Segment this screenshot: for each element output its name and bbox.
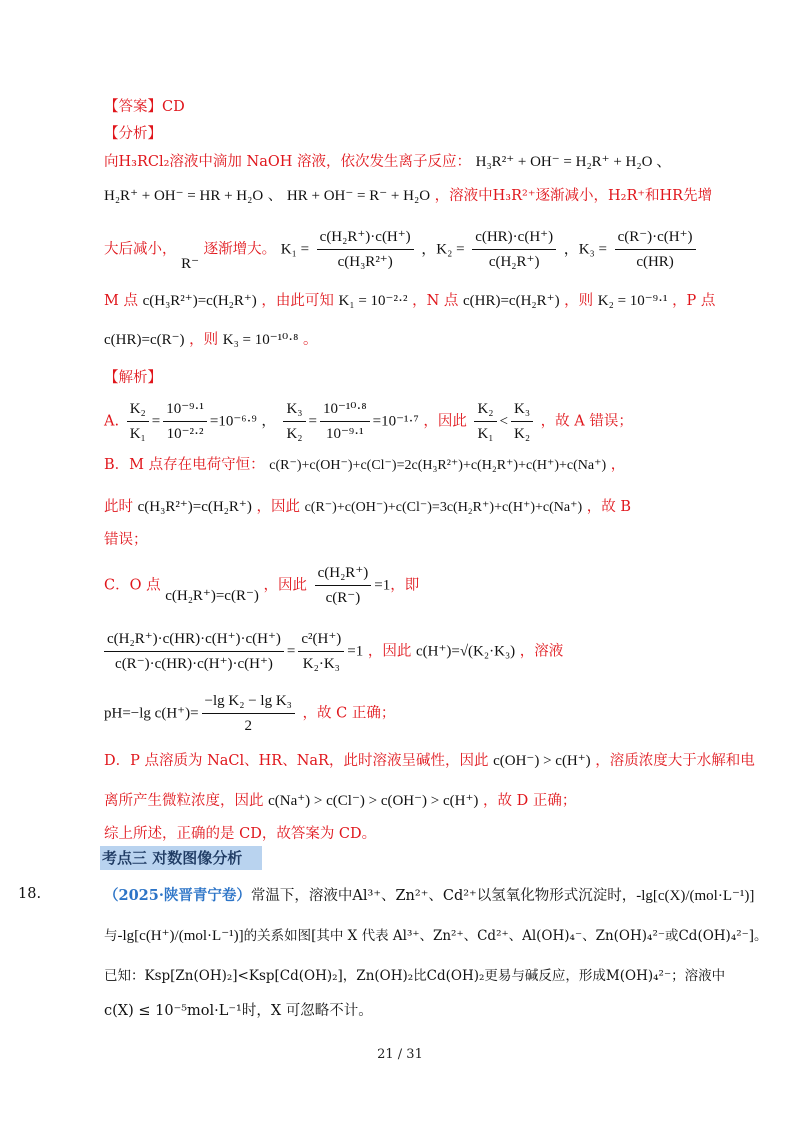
solution-text: D．P 点溶质为 NaCl、HR、NaR，此时溶液呈碱性，因此 — [104, 753, 489, 769]
denominator: K₁ — [477, 426, 494, 442]
solution-text: ，因此 — [256, 499, 300, 515]
fraction — [127, 398, 149, 445]
page-number: 21 / 31 — [377, 1047, 423, 1062]
analysis-line-2 — [104, 186, 730, 206]
numerator: −lg K₂ − lg K₃ — [202, 690, 295, 714]
equation: c(H₃R²⁺)=c(H₂R⁺) — [137, 499, 252, 515]
summary-line: 综上所述，正确的是 CD，故答案为 CD。 — [104, 826, 377, 842]
n-point-equation: c(HR)=c(H₂R⁺) — [462, 293, 560, 309]
analysis-line-5 — [104, 330, 730, 350]
result: =10⁻⁶·⁹ — [209, 413, 257, 430]
solution-text: ，溶质浓度大于水解和电 — [595, 753, 755, 769]
fraction — [163, 398, 207, 445]
solution-text: ，因此 — [263, 577, 307, 594]
analysis-line-3 — [104, 226, 730, 273]
numerator: c(H₂R⁺) — [315, 562, 372, 586]
numerator: 10⁻¹⁰·⁸ — [320, 398, 370, 422]
x-expression: -lg[c(H⁺)/(mol·L⁻¹)] — [117, 928, 244, 944]
question-line-2 — [104, 926, 768, 946]
option-c-line-1 — [104, 562, 730, 609]
m-point-equation: c(H₃R²⁺)=c(H₂R⁺) — [142, 293, 257, 309]
numerator: K₂ — [127, 398, 149, 422]
equation: c(H⁺)=√(K₂·K₃) — [415, 643, 516, 660]
analysis-text: 大后减小， — [104, 241, 177, 258]
k2-label: ，K₂ = — [421, 241, 465, 258]
denominator: K₂ — [286, 426, 303, 442]
analysis-line-4 — [104, 291, 730, 311]
equation: c(OH⁻) > c(H⁺) — [493, 753, 591, 769]
result: =1 — [374, 577, 391, 594]
ph-expression: pH=−lg c(H⁺)= — [104, 705, 199, 722]
analysis-text: ，N 点 — [412, 293, 459, 309]
k3-label: ，K₃ = — [563, 241, 607, 258]
analysis-text: ，则 — [564, 293, 594, 309]
denominator: 10⁻⁹·¹ — [325, 426, 364, 442]
solution-text: ，故 A 错误； — [540, 413, 633, 430]
numerator: c(H₂R⁺)·c(HR)·c(H⁺)·c(H⁺) — [104, 628, 284, 652]
denominator: c(R⁻)·c(HR)·c(H⁺)·c(H⁺) — [115, 656, 273, 672]
k2-denominator: c(H₂R⁺) — [488, 254, 540, 270]
r-ion: R⁻ — [181, 255, 200, 272]
k3-value: K₃ = 10⁻¹⁰·⁸ — [222, 332, 299, 348]
reaction-equation-3: HR + OH⁻ = R⁻ + H₂O — [286, 188, 431, 204]
solution-text: 离所产生微粒浓度，因此 — [104, 793, 264, 809]
equals: = — [286, 643, 296, 660]
less-than: < — [499, 413, 508, 430]
solution-text: ，因此 — [423, 413, 467, 430]
question-line-3: 已知：Ksp[Zn(OH)₂]<Ksp[Cd(OH)₂]，Zn(OH)₂比Cd(OH)₂更易与碱反应，形成M(OH)₄²⁻；溶液中 — [104, 968, 726, 984]
reaction-equation-1: H₃R²⁺ + OH⁻ = H₂R⁺ + H₂O 、 — [475, 154, 672, 170]
analysis-text: M 点 — [104, 293, 138, 309]
solution-text: ，因此 — [367, 643, 412, 660]
option-b-line-2 — [104, 497, 730, 518]
option-a-label: A. — [104, 413, 120, 430]
analysis-line-1 — [104, 152, 730, 172]
analysis-text: ，由此可知 — [261, 293, 334, 309]
separator: 、 — [267, 188, 283, 204]
solution-text: ， — [610, 457, 626, 473]
question-source: （2025·陕晋青宁卷） — [104, 887, 251, 904]
fraction — [104, 628, 284, 675]
k1-denominator: c(H₃R²⁺) — [337, 254, 393, 270]
denominator: K₁ — [129, 426, 146, 442]
denominator: K₂ — [513, 426, 531, 442]
question-number: 18. — [18, 886, 42, 902]
option-b-line-3: 错误； — [104, 532, 148, 548]
option-d-line-2 — [104, 791, 730, 811]
k2-fraction — [472, 226, 556, 273]
k1-fraction — [317, 226, 414, 273]
analysis-text: 向H₃RCl₂溶液中滴加 NaOH 溶液，依次发生离子反应： — [104, 154, 472, 170]
fraction — [202, 690, 295, 737]
fraction — [315, 562, 372, 609]
equation: c(R⁻)+c(OH⁻)+c(Cl⁻)=3c(H₂R⁺)+c(H⁺)+c(Na⁺) — [304, 500, 583, 515]
solution-text: ，故 C 正确； — [302, 705, 396, 722]
numerator: K₃ — [283, 398, 305, 422]
numerator: K₂ — [474, 398, 496, 422]
k2-value: K₂ = 10⁻⁹·¹ — [597, 293, 668, 309]
denominator: 10⁻²·² — [166, 426, 204, 442]
section-title: 考点三 对数图像分析 — [100, 846, 262, 870]
charge-balance-equation: c(R⁻)+c(OH⁻)+c(Cl⁻)=2c(H₃R²⁺)+c(H₂R⁺)+c(H⁺)+c(Na⁺) — [269, 458, 607, 473]
solution-heading: 【解析】 — [104, 370, 162, 386]
option-c-line-2 — [104, 628, 730, 675]
solution-text: 此时 — [104, 499, 133, 515]
denominator: c(R⁻) — [325, 590, 361, 606]
k1-numerator: c(H₂R⁺)·c(H⁺) — [317, 226, 414, 250]
fraction — [298, 628, 344, 675]
analysis-text: ，则 — [189, 332, 219, 348]
k2-numerator: c(HR)·c(H⁺) — [472, 226, 556, 250]
numerator: K₃ — [511, 398, 533, 422]
fraction — [511, 398, 533, 445]
analysis-text: ，溶液中H₃R²⁺逐渐减小，H₂R⁺和HR先增 — [434, 188, 713, 204]
reaction-equation-2: H₂R⁺ + OH⁻ = HR + H₂O — [104, 188, 264, 204]
analysis-text: 逐渐增大。 — [203, 241, 277, 258]
y-expression: -lg[c(X)/(mol·L⁻¹)] — [636, 888, 755, 904]
solution-text: ，故 B — [586, 499, 632, 515]
question-text: 常温下，溶液中Al³⁺、Zn²⁺、Cd²⁺以氢氧化物形式沉淀时， — [250, 888, 637, 904]
solution-text: ，即 — [390, 577, 420, 594]
p-point-equation: c(HR)=c(R⁻) — [104, 332, 185, 348]
k3-numerator: c(R⁻)·c(H⁺) — [615, 226, 696, 250]
result: =1 — [347, 643, 364, 660]
fraction — [320, 398, 370, 445]
numerator: c²(H⁺) — [298, 628, 344, 652]
analysis-text: 。 — [303, 332, 318, 348]
option-a-line: A. $\frac{\text{K₂}}{\text{K₁}}$ = $\frac{\text{10⁻⁹·¹}}{\text{10⁻²·²}}$ =10⁻⁶·⁹ ， $\frac{\text{K₃}}{\text{K₂}}$ = $\frac{\text{10⁻¹⁰·⁸}}{\text{10⁻⁹·¹}}$ =10⁻¹·⁷ ，因此 $\frac{\text{K₂}}{\text{K₁}}$ < $\frac{\text{K₃}}{\text{K₂}}$ ，故 A 错误； — [104, 398, 730, 445]
option-c-line-3 — [104, 690, 730, 737]
k3-denominator: c(HR) — [636, 254, 674, 270]
option-b-line-1 — [104, 455, 730, 476]
result: =10⁻¹·⁷ — [372, 413, 419, 430]
denominator: 2 — [244, 718, 252, 734]
option-b-label: B．M 点存在电荷守恒： — [104, 457, 265, 473]
fraction — [474, 398, 496, 445]
solution-text: ，故 D 正确； — [483, 793, 577, 809]
option-d-line-1 — [104, 751, 755, 771]
denominator: K₂·K₃ — [302, 656, 340, 672]
question-text: 的关系如图[其中 X 代表 Al³⁺、Zn²⁺、Cd²⁺、Al(OH)₄⁻、Zn(OH)₄²⁻或Cd(OH)₄²⁻]。 — [243, 928, 768, 944]
solution-text: ，溶液 — [519, 643, 564, 660]
question-text: 与 — [104, 928, 118, 944]
k1-label: K₁ = — [280, 241, 310, 258]
analysis-heading: 【分析】 — [104, 126, 162, 142]
fraction — [283, 398, 305, 445]
k1-value: K₁ = 10⁻²·² — [338, 293, 408, 309]
k3-fraction — [615, 226, 696, 273]
analysis-text: ，P 点 — [672, 293, 716, 309]
option-c-label: C．O 点 — [104, 577, 161, 594]
equation: c(Na⁺) > c(Cl⁻) > c(OH⁻) > c(H⁺) — [268, 793, 479, 809]
answer-line: 【答案】CD — [104, 99, 185, 115]
question-line-1 — [104, 886, 755, 906]
numerator: 10⁻⁹·¹ — [163, 398, 207, 422]
equation: c(H₂R⁺)=c(R⁻) — [165, 587, 259, 604]
question-line-4: c(X) ≤ 10⁻⁵mol·L⁻¹时，X 可忽略不计。 — [104, 1003, 373, 1019]
